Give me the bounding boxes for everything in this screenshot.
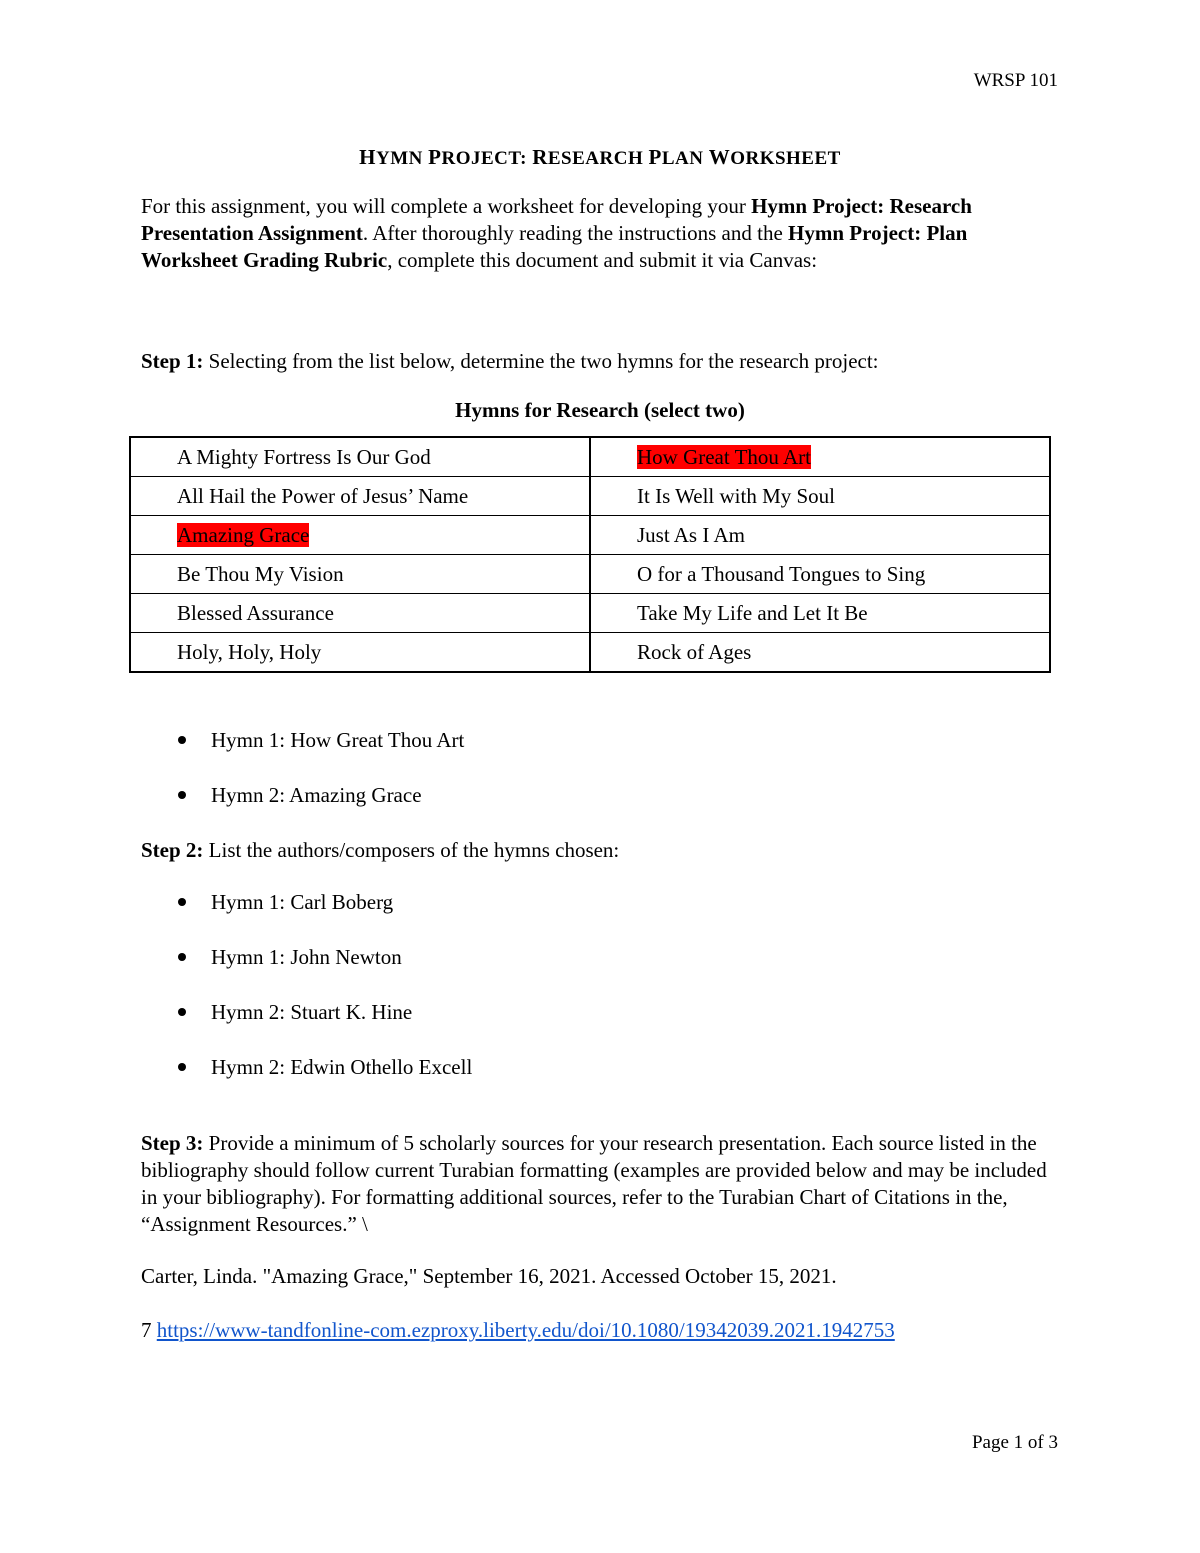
table-cell: All Hail the Power of Jesus’ Name [130, 477, 590, 516]
authors-list [141, 889, 472, 1109]
rubric-name: Hymn Project: Plan Worksheet Grading Rubric [141, 221, 968, 272]
table-cell: Just As I Am [590, 516, 1050, 555]
bibliography-citation: Carter, Linda. "Amazing Grace," September 16, 2021. Accessed October 15, 2021. [141, 1264, 837, 1288]
step3-label: Step 3: [141, 1131, 204, 1155]
source-link-line: 7 https://www-tandfonline-com.ezproxy.liberty.edu/doi/10.1080/19342039.2021.1942753 [141, 1318, 895, 1342]
step2-label: Step 2: [141, 838, 204, 862]
step1-instruction: Step 1: Selecting from the list below, determine the two hymns for the research project: [141, 349, 879, 373]
table-caption: Hymns for Research (select two) [455, 398, 745, 422]
table-row [130, 633, 1050, 673]
table-cell: Rock of Ages [590, 633, 1050, 673]
list-item: Hymn 1: John Newton [141, 944, 472, 999]
list-item: Hymn 2: Amazing Grace [141, 782, 464, 837]
list-item: Hymn 2: Edwin Othello Excell [141, 1054, 472, 1109]
list-item: Hymn 1: How Great Thou Art [141, 727, 464, 782]
step1-label: Step 1: [141, 349, 204, 373]
hymns-table [129, 436, 1051, 673]
title-word: HYMN [359, 145, 429, 169]
title-word: RESEARCH [532, 145, 649, 169]
table-row [130, 594, 1050, 633]
page-number: Page 1 of 3 [971, 1432, 1058, 1453]
table-row [130, 516, 1050, 555]
title-word: WORKSHEET [708, 145, 841, 169]
selected-hymn-highlight: Amazing Grace [177, 522, 310, 547]
selected-hymn-highlight: How Great Thou Art [637, 444, 811, 469]
page-title [0, 145, 1200, 170]
title-word: PROJECT: [428, 145, 533, 169]
assignment-name: Hymn Project: Research Presentation Assignment [141, 194, 972, 245]
table-cell: Blessed Assurance [130, 594, 590, 633]
table-cell: Take My Life and Let It Be [590, 594, 1050, 633]
table-cell: A Mighty Fortress Is Our God [130, 437, 590, 477]
table-row [130, 555, 1050, 594]
table-cell: It Is Well with My Soul [590, 477, 1050, 516]
list-item: Hymn 2: Stuart K. Hine [141, 999, 472, 1054]
list-item: Hymn 1: Carl Boberg [141, 889, 472, 944]
table-cell: Holy, Holy, Holy [130, 633, 590, 673]
table-cell-selected [130, 516, 590, 555]
table-row [130, 437, 1050, 477]
source-link[interactable]: https://www-tandfonline-com.ezproxy.liberty.edu/doi/10.1080/19342039.2021.1942753 [156, 1318, 895, 1342]
table-cell: Be Thou My Vision [130, 555, 590, 594]
table-row [130, 477, 1050, 516]
intro-paragraph: For this assignment, you will complete a worksheet for developing your Hymn Project: Research Presentation Assignment. After thoroughly reading the instructions and the Hymn Project: Plan Worksheet Grading Rubric, complete this document and submit it via Canvas: [141, 194, 972, 272]
chosen-hymns-list [141, 727, 464, 837]
step2-instruction: Step 2: List the authors/composers of the hymns chosen: [141, 838, 620, 862]
step3-instruction: Step 3: Provide a minimum of 5 scholarly sources for your research presentation. Each source listed in the bibliography should follow current Turabian formatting (examples are provided below and may be included in your bibliography). For formatting additional sources, refer to the Turabian Chart of Citations in the, “Assignment Resources.” \ [141, 1131, 1047, 1236]
title-word: PLAN [648, 145, 709, 169]
course-header: WRSP 101 [973, 70, 1058, 91]
table-cell-selected [590, 437, 1050, 477]
table-cell: O for a Thousand Tongues to Sing [590, 555, 1050, 594]
